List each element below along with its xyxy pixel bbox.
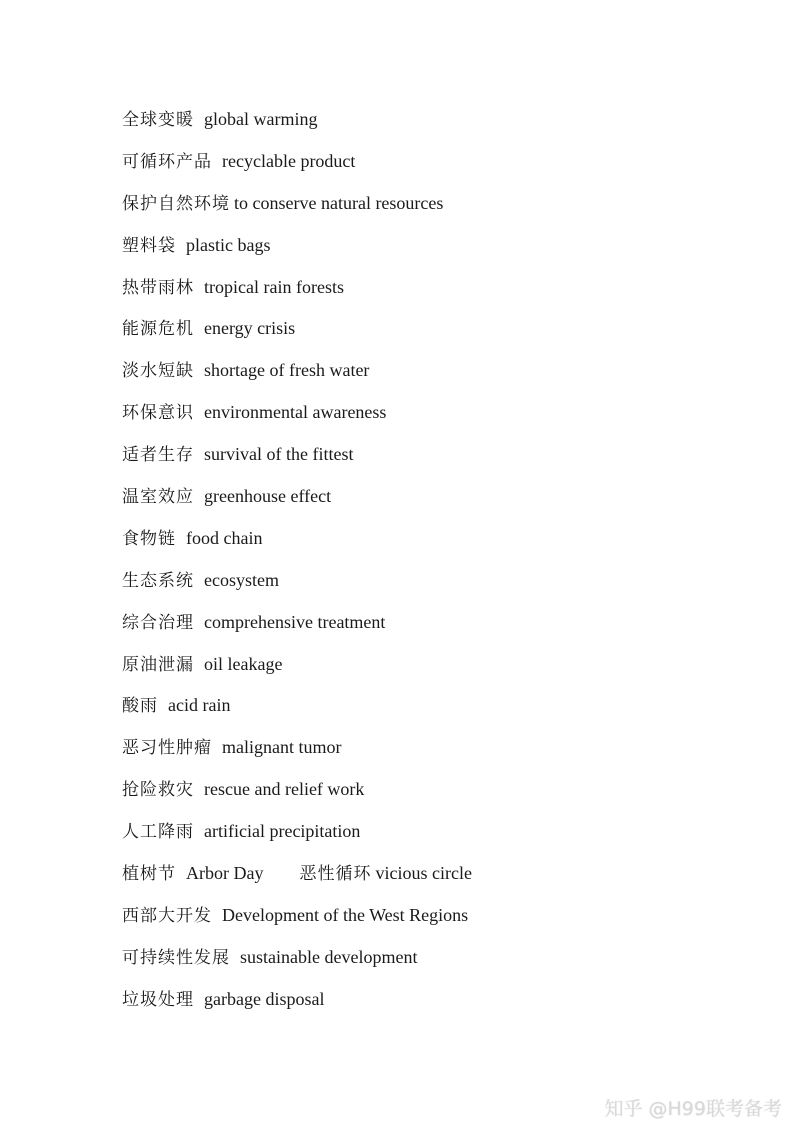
chinese-term: 综合治理 [122, 612, 194, 633]
vocab-row [122, 900, 472, 942]
chinese-term: 保护自然环境 [122, 193, 230, 214]
english-term: recyclable product [222, 150, 356, 171]
vocab-row [122, 774, 472, 816]
english-term: vicious circle [375, 863, 472, 884]
vocab-row [122, 481, 472, 523]
chinese-term: 食物链 [122, 528, 176, 549]
chinese-term: 垃圾处理 [122, 989, 194, 1010]
chinese-term: 酸雨 [122, 696, 158, 717]
english-term: food chain [186, 527, 263, 548]
vocab-row [122, 230, 472, 272]
chinese-term: 恶习性肿瘤 [122, 738, 212, 759]
watermark: 知乎 @H99联考备考 [604, 1098, 782, 1120]
vocabulary-list [122, 104, 472, 1026]
chinese-term: 人工降雨 [122, 822, 194, 843]
chinese-term: 可持续性发展 [122, 947, 230, 968]
chinese-term: 适者生存 [122, 445, 194, 466]
vocab-row [122, 649, 472, 691]
chinese-term: 能源危机 [122, 319, 194, 340]
chinese-term: 全球变暖 [122, 110, 194, 130]
english-term: rescue and relief work [204, 779, 365, 800]
chinese-term: 西部大开发 [122, 905, 212, 926]
english-term: survival of the fittest [204, 444, 354, 465]
english-term: energy crisis [204, 318, 296, 339]
english-term: plastic bags [186, 234, 271, 255]
english-term: ecosystem [204, 569, 279, 590]
vocab-row [122, 732, 472, 774]
vocab-row [122, 313, 472, 355]
vocab-row [122, 816, 472, 858]
chinese-term: 塑料袋 [122, 235, 176, 256]
english-term: tropical rain forests [204, 276, 344, 297]
vocab-row [122, 439, 472, 481]
english-term: sustainable development [240, 946, 418, 967]
vocab-row [122, 690, 472, 732]
vocab-row [122, 607, 472, 649]
english-term: malignant tumor [222, 737, 342, 758]
chinese-term: 淡水短缺 [122, 361, 194, 382]
vocab-row [122, 272, 472, 314]
chinese-term: 热带雨林 [122, 277, 194, 298]
english-term: garbage disposal [204, 988, 325, 1009]
english-term: comprehensive treatment [204, 611, 386, 632]
vocab-row [122, 188, 472, 230]
english-term: Arbor Day [186, 863, 264, 884]
english-term: acid rain [168, 695, 231, 716]
vocab-row [122, 858, 472, 900]
vocab-row [122, 397, 472, 439]
vocab-row [122, 104, 472, 146]
vocab-row [122, 146, 472, 188]
english-term: global warming [204, 109, 318, 129]
english-term: greenhouse effect [204, 486, 332, 507]
vocab-row [122, 355, 472, 397]
chinese-term: 环保意识 [122, 403, 194, 424]
vocab-row [122, 942, 472, 984]
english-term: shortage of fresh water [204, 360, 370, 381]
vocab-row [122, 523, 472, 565]
vocab-row [122, 565, 472, 607]
english-term: to conserve natural resources [234, 192, 444, 213]
chinese-term: 可循环产品 [122, 151, 212, 172]
chinese-term: 恶性循环 [299, 864, 372, 885]
english-term: oil leakage [204, 653, 283, 674]
chinese-term: 生态系统 [122, 570, 194, 591]
english-term: environmental awareness [204, 402, 387, 423]
vocab-row [122, 984, 472, 1026]
chinese-term: 植树节 [122, 864, 176, 885]
english-term: Development of the West Regions [222, 904, 469, 925]
second-pair [299, 864, 471, 884]
english-term: artificial precipitation [204, 821, 361, 842]
chinese-term: 原油泄漏 [122, 654, 194, 675]
chinese-term: 抢险救灾 [122, 780, 194, 801]
chinese-term: 温室效应 [122, 487, 194, 508]
